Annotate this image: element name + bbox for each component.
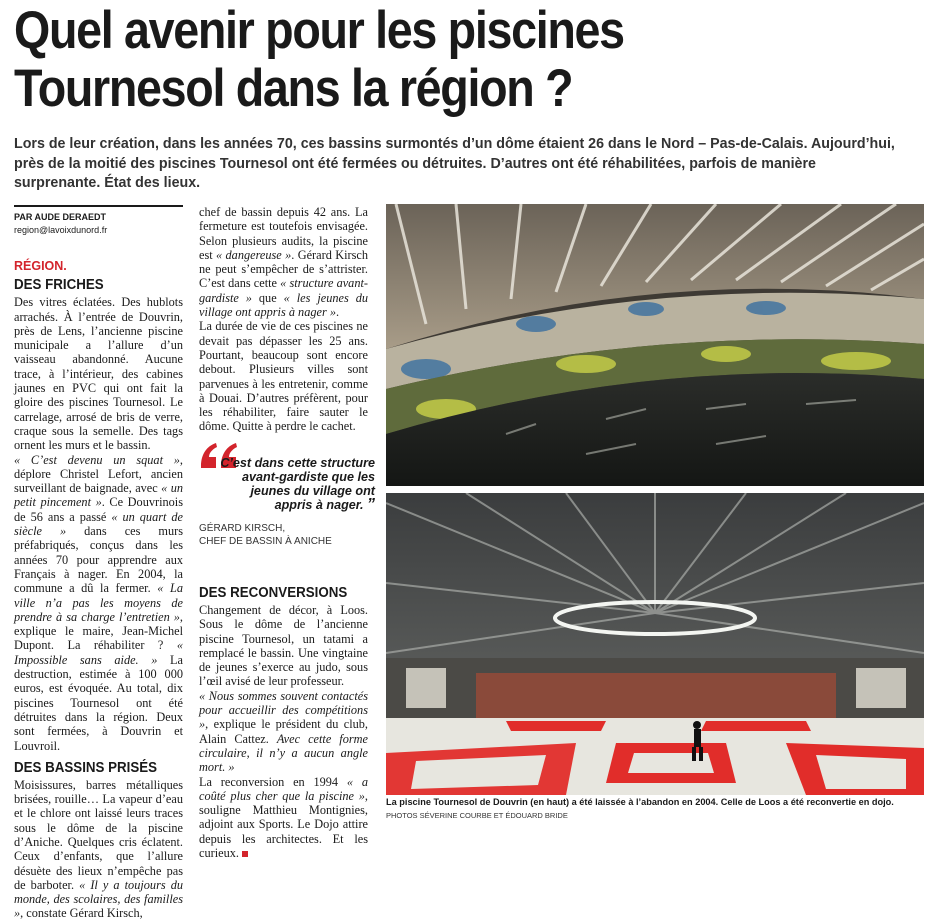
paragraph-bassins-1: Moisissures, barres métalliques brisées, rouille… La vapeur d’eau et le chlore ont laissé leurs traces sous le dôme de la piscine d’Aniche. Quelques cris éclatent. Ceux d’enfants, que l’allure désuète des lieux n’empêche pas de barboter. « Il y a toujours du monde, des scolaires, des familles », constate Gérard Kirsch,: [14, 777, 183, 921]
photo-loos-dojo: [386, 493, 924, 795]
paragraph-bassins-2: chef de bassin depuis 42 ans. La fermeture est toutefois envisagée. Selon plusieurs audits, la piscine est « dangereuse ». Gérard Kirsch ne peut s’empêcher de s’attrister. C’est dans cette « structure avant-gardiste » que « les jeunes du village ont appris à nager ».: [199, 205, 369, 320]
headline: [14, 2, 815, 118]
headline-line-2: Tournesol dans la région ?: [14, 59, 573, 118]
paragraph-bassins-3: La durée de vie de ces piscines ne devait pas dépasser les 25 ans. Pourtant, beaucoup sont encore debout. Plusieurs villes sont parvenues à les entretenir, comme à Douai. D’autres préfèrent, pour les réhabiliter, faire sauter le dôme. Quitte à perdre le cachet.: [199, 319, 368, 434]
section-heading-reconversions: DES RECONVERSIONS: [199, 585, 348, 601]
photo-douvrin-illustration: [386, 204, 924, 486]
byline: [14, 211, 107, 237]
byline-author: PAR AUDE DERAEDT: [14, 212, 107, 222]
column-2-bottom: [199, 581, 368, 860]
section-heading-bassins: DES BASSINS PRISÉS: [14, 759, 158, 776]
section-heading-friches: DES FRICHES: [14, 277, 104, 294]
paragraph-reconversions-3: La reconversion en 1994 « a coûté plus cher que la piscine », souligne Matthieu Montignies, adjoint aux Sports. Le Dojo attire depuis les architectes. Et les curieux.: [199, 774, 368, 861]
photo-credit: PHOTOS SÉVERINE COURBE ET ÉDOUARD BRIDE: [386, 811, 568, 820]
headline-line-1: Quel avenir pour les piscines: [14, 1, 624, 60]
photo-douvrin-pool: [386, 204, 924, 486]
photo-caption: La piscine Tournesol de Douvrin (en haut) a été laissée à l’abandon en 2004. Celle de Loos a été reconvertie en dojo.: [386, 797, 894, 807]
photo-loos-illustration: [386, 493, 924, 795]
lead-paragraph: Lors de leur création, dans les années 70, ces bassins surmontés d’un dôme étaient 26 dans le Nord – Pas-de-Calais. Aujourd’hui, près de la moitié des piscines Tournesol ont été fermées ou détruites. D’autres ont été réhabilitées, parfois de manière surprenante. État des lieux.: [14, 135, 895, 191]
column-2: [199, 205, 368, 434]
paragraph-friches-1: Des vitres éclatées. Des hublots arrachés. À l’entrée de Douvrin, près de Lens, l’ancienne piscine municipale a l’allure d’un vaisseau abandonné. Aucune trace, à l’intérieur, des cabines jaunes en PVC qui ont fait la gloire des piscines Tournesol. Le carrelage, arrosé de bris de verre, craque sous la semelle. Des tags ornent les murs et le bassin.: [14, 295, 183, 453]
pull-quote-source-role: CHEF DE BASSIN À ANICHE: [199, 536, 332, 547]
paragraph-reconversions-1: Changement de décor, à Loos. Sous le dôme de l’ancienne piscine Tournesol, un tatami a remplacé le bassin. Une vingtaine de jeunes s’exerce au judo, sous l’œil avisé de leur professeur.: [199, 603, 368, 689]
paragraph-friches-2: « C’est devenu un squat », déplore Christel Lefort, ancien surveillant de baignade, avec « un petit pincement ». Ce Douvrinois de 56 ans a passé « un quart de siècle » dans ces murs préfabriqués, conçus dans les années 70 pour apprendre aux Français à nager. En 2004, la commune a dû la fermer. « La ville n’a pas les moyens de prendre à sa charge l’entretien », explique le maire, Jean-Michel Dupont. La réhabiliter ? « Impossible sans aide. » La destruction, estimée à 100 000 euros, est évoquée. Au total, dix piscines Tournesol ont été détruites dans la région. Deux sont fermées, à Douvrin et Louvroil.: [14, 452, 184, 753]
pull-quote-source-name: GÉRARD KIRSCH,: [199, 523, 286, 534]
byline-email[interactable]: region@lavoixdunord.fr: [14, 225, 108, 235]
byline-rule: [14, 205, 183, 207]
end-mark: [242, 851, 248, 857]
column-1: [14, 259, 183, 921]
pull-quote-text: C’est dans cette structure avant-gardiste que les jeunes du village ont appris à nager. ”: [220, 456, 375, 513]
paragraph-reconversions-2: « Nous sommes souvent contactés pour accueillir des compétitions », explique le président du club, Alain Cattez. Avec cette forme circulaire, il n’y a aucun angle mort. »: [199, 688, 368, 775]
pull-quote-source: [199, 522, 374, 548]
kicker: RÉGION.: [14, 259, 67, 273]
